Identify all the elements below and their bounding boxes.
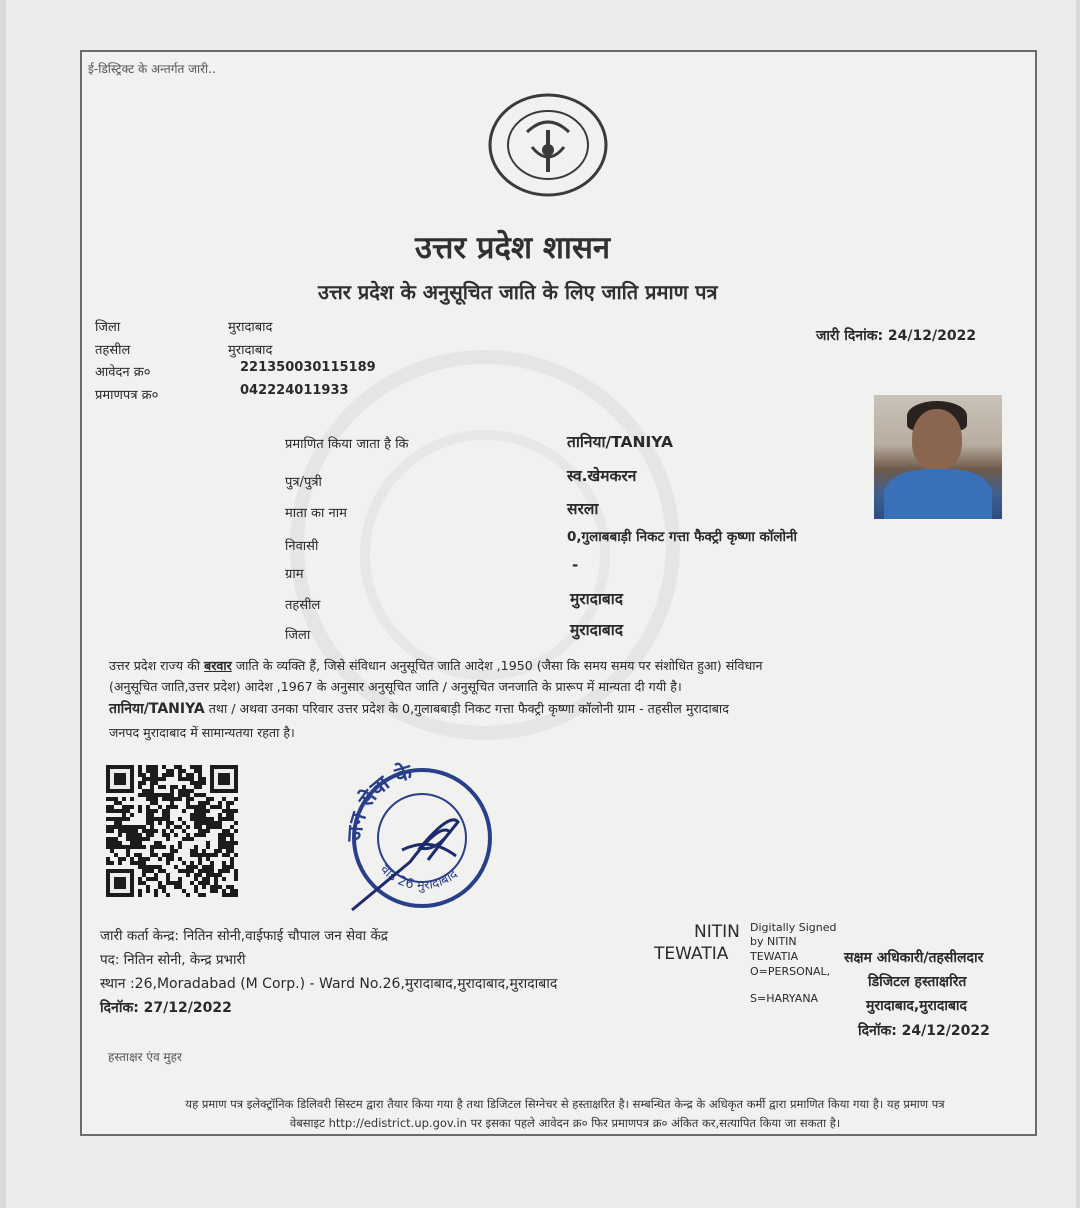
issuer-post: पद: नितिन सोनी, केन्द्र प्रभारी xyxy=(100,952,246,968)
body-applicant-name: तानिया/TANIYA xyxy=(109,701,205,717)
signer-name-line-1: NITIN xyxy=(694,922,740,942)
detail-value-mother: सरला xyxy=(567,500,599,518)
detail-value-district: मुरादाबाद xyxy=(570,621,623,639)
certificate-subtitle: उत्तर प्रदेश के अनुसूचित जाति के लिए जाति प्रमाण पत्र xyxy=(318,280,718,304)
signer-name-line-2: TEWATIA xyxy=(654,944,729,964)
footer-line-1: यह प्रमाण पत्र इलेक्ट्रॉनिक डिलिवरी सिस्टम द्वारा तैयार किया गया है तथा डिजिटल सिग्नेचर से हस्ताक्षरित है। सम्बन्धित केन्द्र के अधिकृत कर्मी द्वारा प्रमाणित किया गया है। यह प्रमाण पत्र xyxy=(185,1097,945,1111)
issue-place: स्थान :26,Moradabad (M Corp.) - Ward No.26,मुरादाबाद,मुरादाबाद,मुरादाबाद xyxy=(100,976,558,992)
body-line-4: जनपद मुरादाबाद में सामान्यतया रहता है। xyxy=(109,725,295,740)
detail-value-address: 0,गुलाबबाड़ी निकट गत्ता फैक्ट्री कृष्णा कॉलोनी xyxy=(567,529,798,545)
digital-sign-line-3: TEWATIA xyxy=(750,950,799,963)
detail-label-certified: प्रमाणित किया जाता है कि xyxy=(285,437,409,452)
up-emblem-icon xyxy=(487,92,609,198)
detail-label-son-daughter: पुत्र/पुत्री xyxy=(285,475,322,490)
stamp-bottom-text: वार्ड 26 मुरादाबाद xyxy=(376,862,461,894)
digital-sign-line-1: Digitally Signed xyxy=(750,921,837,934)
page-title: उत्तर प्रदेश शासन xyxy=(415,230,611,266)
authority-title: सक्षम अधिकारी/तहसीलदार xyxy=(844,950,984,966)
signature-seal-note: हस्ताक्षर एंव मुहर xyxy=(108,1050,182,1064)
authority-date: दिनॉक: 24/12/2022 xyxy=(858,1023,990,1039)
qr-code[interactable] xyxy=(106,765,238,897)
body-line-1: उत्तर प्रदेश राज्य की बरवार जाति के व्यक्ति हैं, जिसे संविधान अनुसूचित जाति आदेश ,1950 (जैसा कि समय समय पर संशोधित हुआ) संविधान xyxy=(109,658,763,673)
body-line-2: (अनुसूचित जाति,उत्तर प्रदेश) आदेश ,1967 के अनुसार अनुसूचित जाति / अनुसूचित जनजाति के प्रारूप में मान्यता दी गयी है। xyxy=(109,679,682,694)
tehsil-label: तहसील xyxy=(95,343,131,358)
authority-place: मुरादाबाद,मुरादाबाद xyxy=(866,998,967,1014)
footer-line-2: वेबसाइट http://edistrict.up.gov.in पर इसका पहले आवेदन क्र० फिर प्रमाणपत्र क्र० अंकित कर,सत्यापित किया जा सकता है। xyxy=(289,1116,841,1130)
application-label: आवेदन क्र० xyxy=(95,365,151,380)
digital-sign-line-2: by NITIN xyxy=(750,935,797,948)
detail-label-village: ग्राम xyxy=(285,567,304,582)
issue-date: जारी दिनांक: 24/12/2022 xyxy=(816,328,977,344)
stamp-top-text: जन सेवा के xyxy=(342,759,415,843)
issuer-date: दिनॉक: 27/12/2022 xyxy=(100,1000,232,1016)
digital-sign-line-4: O=PERSONAL, xyxy=(750,965,831,978)
authority-digital-signed: डिजिटल हस्ताक्षरित xyxy=(868,974,967,990)
header-note: ई-डिस्ट्रिक्ट के अन्तर्गत जारी.. xyxy=(88,62,216,76)
detail-value-father: स्व.खेमकरन xyxy=(567,467,637,485)
district-label: जिला xyxy=(95,320,121,335)
detail-label-tehsil: तहसील xyxy=(285,598,321,613)
detail-label-mother: माता का नाम xyxy=(285,506,347,521)
district-value: मुरादाबाद xyxy=(228,320,273,335)
detail-label-resident: निवासी xyxy=(285,539,319,554)
certificate-number: 042224011933 xyxy=(240,383,349,398)
detail-value-tehsil: मुरादाबाद xyxy=(570,590,623,608)
certificate-label: प्रमाणपत्र क्र० xyxy=(95,388,159,403)
caste-name: बरवार xyxy=(204,658,232,673)
issuing-center: जारी कर्ता केन्द्र: नितिन सोनी,वाईफाई चौपाल जन सेवा केंद्र xyxy=(100,928,388,944)
digital-sign-line-5: S=HARYANA xyxy=(750,992,819,1005)
applicant-photo xyxy=(874,395,1002,519)
detail-value-village: - xyxy=(572,556,579,574)
application-number: 221350030115189 xyxy=(240,360,376,375)
detail-label-district: जिला xyxy=(285,628,311,643)
jan-seva-kendra-stamp xyxy=(340,752,502,914)
tehsil-value: मुरादाबाद xyxy=(228,343,273,358)
body-line-3: तानिया/TANIYA तथा / अथवा उनका परिवार उत्तर प्रदेश के 0,गुलाबबाड़ी निकट गत्ता फैक्ट्री कृष्णा कॉलोनी ग्राम - तहसील मुरादाबाद xyxy=(109,701,729,717)
detail-value-name: तानिया/TANIYA xyxy=(567,433,673,451)
